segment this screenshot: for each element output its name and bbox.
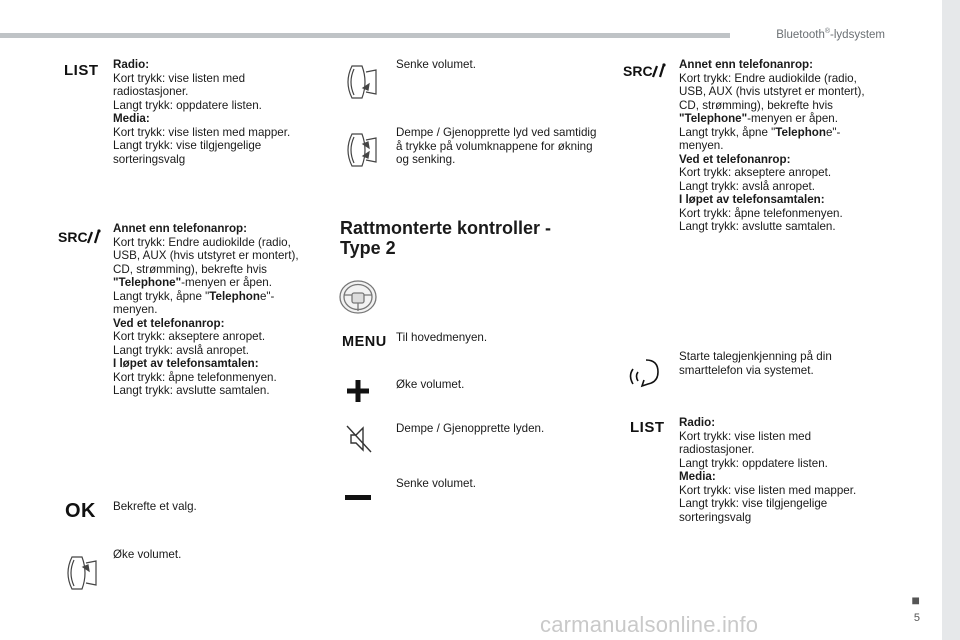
src-description: Annet enn telefonanrop: Kort trykk: Endre audiokilde (radio, USB, AUX (hvis utstyret er montert), CD, strømming), bekrefte hvis "Telephone"-menyen er åpen. Langt trykk, åpne "Telephone"-menyen. Ved et telefonanrop: Kort trykk: akseptere anropet. Langt trykk: avslå anropet. I løpet av telefonsamtalen: Kort trykk: åpne telefonmenyen. Langt trykk: avslutte samtalen. <box>113 222 299 397</box>
section-title: Bluetooth®-lydsystem <box>776 28 885 41</box>
minus-icon <box>345 489 371 507</box>
watermark: carmanualsonline.info <box>540 612 759 637</box>
voice-command-icon <box>628 354 664 395</box>
src-description-2: Annet enn telefonanrop: Kort trykk: Endre audiokilde (radio, USB, AUX (hvis utstyret er montert), CD, strømming), bekrefte hvis "Telephone"-menyen er åpen. Langt trykk, åpne "Telephone"-menyen. Ved et telefonanrop: Kort trykk: akseptere anropet. Langt trykk: avslå anropet. I løpet av telefonsamtalen: Kort trykk: åpne telefonmenyen. Langt trykk: avslutte samtalen. <box>679 58 865 233</box>
mute2-description: Dempe / Gjenopprette lyden. <box>396 422 545 435</box>
svg-text:SRC: SRC <box>58 229 88 245</box>
svg-text:SRC: SRC <box>623 63 653 79</box>
page-edge-strip <box>942 0 960 640</box>
src-phone-icon <box>58 228 104 251</box>
menu-description: Til hovedmenyen. <box>396 331 488 344</box>
list-description-2: Radio: Kort trykk: vise listen med radiostasjoner. Langt trykk: oppdatere listen. Media: Kort trykk: vise listen med mapper. Langt trykk: vise tilgjengelige sorteringsvalg <box>679 416 857 524</box>
steering-wheel-icon <box>337 277 379 322</box>
mute-description: Dempe / Gjenopprette lyd ved samtidig å trykke på volumknappene for økning og senking. <box>396 126 597 166</box>
list-icon-2: LIST <box>630 419 665 436</box>
menu-icon: MENU <box>342 334 387 350</box>
section-heading: Rattmonterte kontroller - Type 2 <box>340 218 552 258</box>
list-description: Radio: Kort trykk: vise listen med radiostasjoner. Langt trykk: oppdatere listen. Media: Kort trykk: vise listen med mapper. Langt trykk: vise tilgjengelige sorteringsvalg <box>113 58 291 166</box>
voice-description: Starte talegjenkjenning på din smarttelefon via systemet. <box>679 350 832 377</box>
ok-icon: OK <box>65 500 96 522</box>
volume-wheel-down-icon <box>338 60 382 109</box>
ok-description: Bekrefte et valg. <box>113 500 197 513</box>
volume-wheel-mute-icon <box>338 128 382 177</box>
plus-icon <box>345 378 371 409</box>
volume-wheel-up-icon <box>58 551 102 600</box>
list-icon: LIST <box>64 62 99 79</box>
end-bullet: ■ <box>911 592 920 608</box>
plus-description: Øke volumet. <box>396 378 465 391</box>
vol-up-description: Øke volumet. <box>113 548 182 561</box>
header-rule <box>0 33 730 38</box>
mute-icon <box>345 424 373 459</box>
page-number: 5 <box>913 612 920 624</box>
minus-description: Senke volumet. <box>396 477 476 490</box>
vol-down-description: Senke volumet. <box>396 58 476 71</box>
src-phone-icon-2 <box>623 62 669 85</box>
